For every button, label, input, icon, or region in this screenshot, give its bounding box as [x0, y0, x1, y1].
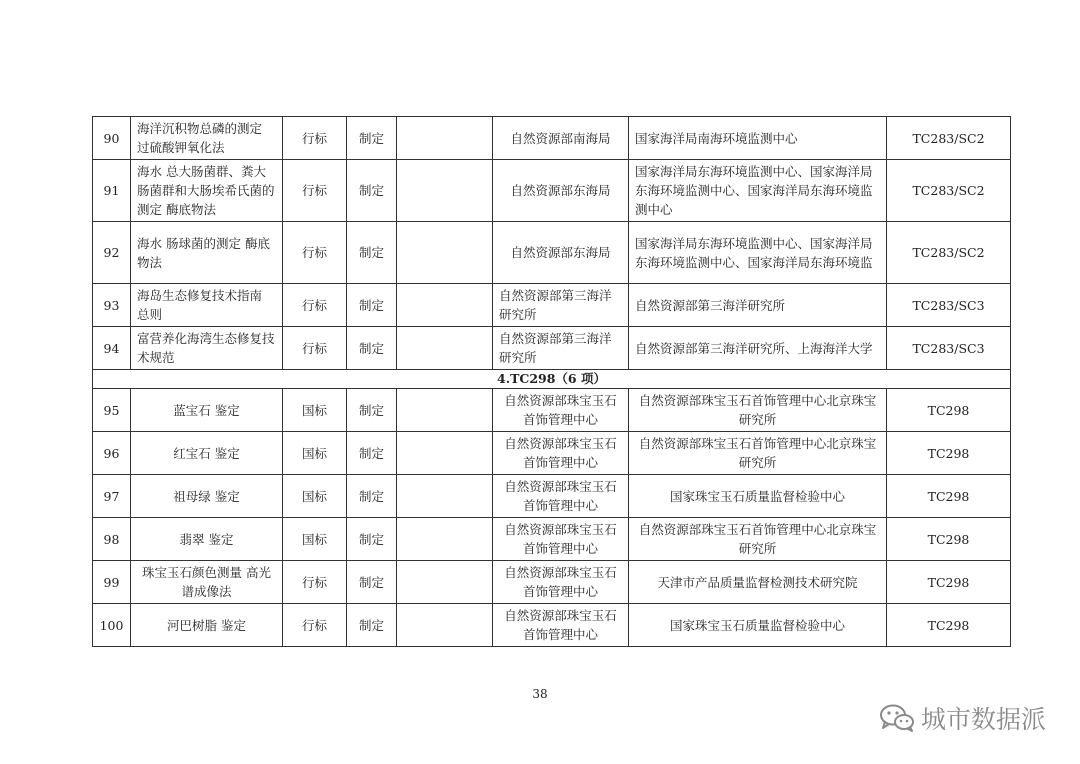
standard-level: 行标 — [283, 222, 347, 284]
revision-type: 制定 — [347, 561, 397, 604]
drafting-unit: 自然资源部第三海洋研究所 — [629, 284, 887, 327]
revision-type: 制定 — [347, 222, 397, 284]
standard-name: 海岛生态修复技术指南 总则 — [131, 284, 283, 327]
row-number: 92 — [93, 222, 131, 284]
standard-name: 珠宝玉石颜色测量 高光谱成像法 — [131, 561, 283, 604]
technical-committee: TC298 — [887, 561, 1011, 604]
standard-name: 河巴树脂 鉴定 — [131, 604, 283, 647]
table-row — [93, 222, 1011, 284]
row-number: 94 — [93, 327, 131, 370]
replaced-standard — [397, 475, 493, 518]
row-number: 93 — [93, 284, 131, 327]
row-number: 90 — [93, 117, 131, 160]
revision-type: 制定 — [347, 389, 397, 432]
standard-level: 国标 — [283, 389, 347, 432]
standard-level: 行标 — [283, 604, 347, 647]
standard-level: 行标 — [283, 327, 347, 370]
standard-name: 翡翠 鉴定 — [131, 518, 283, 561]
revision-type: 制定 — [347, 432, 397, 475]
drafting-unit: 自然资源部珠宝玉石首饰管理中心北京珠宝研究所 — [629, 518, 887, 561]
revision-type: 制定 — [347, 117, 397, 160]
responsible-department: 自然资源部珠宝玉石首饰管理中心 — [493, 518, 629, 561]
replaced-standard — [397, 518, 493, 561]
drafting-unit: 国家海洋局南海环境监测中心 — [629, 117, 887, 160]
standard-name: 红宝石 鉴定 — [131, 432, 283, 475]
table-row — [93, 284, 1011, 327]
replaced-standard — [397, 222, 493, 284]
responsible-department: 自然资源部东海局 — [493, 222, 629, 284]
replaced-standard — [397, 284, 493, 327]
watermark-text: 城市数据派 — [920, 705, 1046, 734]
responsible-department: 自然资源部南海局 — [493, 117, 629, 160]
standard-name: 海洋沉积物总磷的测定 过硫酸钾氧化法 — [131, 117, 283, 160]
row-number: 91 — [93, 160, 131, 222]
watermark — [879, 700, 1046, 736]
row-number: 98 — [93, 518, 131, 561]
replaced-standard — [397, 327, 493, 370]
standard-level: 行标 — [283, 561, 347, 604]
technical-committee: TC298 — [887, 475, 1011, 518]
replaced-standard — [397, 117, 493, 160]
section-header-row — [93, 370, 1011, 389]
table-row — [93, 518, 1011, 561]
row-number: 99 — [93, 561, 131, 604]
responsible-department: 自然资源部第三海洋研究所 — [493, 327, 629, 370]
replaced-standard — [397, 432, 493, 475]
standard-level: 行标 — [283, 284, 347, 327]
replaced-standard — [397, 389, 493, 432]
technical-committee: TC283/SC2 — [887, 117, 1011, 160]
drafting-unit: 自然资源部第三海洋研究所、上海海洋大学 — [629, 327, 887, 370]
responsible-department: 自然资源部第三海洋研究所 — [493, 284, 629, 327]
drafting-unit: 自然资源部珠宝玉石首饰管理中心北京珠宝研究所 — [629, 389, 887, 432]
revision-type: 制定 — [347, 518, 397, 561]
section-title: 4.TC298（6 项） — [93, 370, 1011, 389]
replaced-standard — [397, 561, 493, 604]
row-number: 95 — [93, 389, 131, 432]
table-row — [93, 475, 1011, 518]
table-row — [93, 327, 1011, 370]
standard-level: 国标 — [283, 432, 347, 475]
responsible-department: 自然资源部珠宝玉石首饰管理中心 — [493, 561, 629, 604]
drafting-unit: 自然资源部珠宝玉石首饰管理中心北京珠宝研究所 — [629, 432, 887, 475]
table-row — [93, 604, 1011, 647]
standards-table — [92, 116, 1011, 647]
revision-type: 制定 — [347, 604, 397, 647]
standard-level: 国标 — [283, 518, 347, 561]
technical-committee: TC298 — [887, 389, 1011, 432]
technical-committee: TC283/SC3 — [887, 327, 1011, 370]
replaced-standard — [397, 604, 493, 647]
revision-type: 制定 — [347, 160, 397, 222]
drafting-unit: 国家海洋局东海环境监测中心、国家海洋局东海环境监测中心、国家海洋局东海环境监测中心 — [629, 160, 887, 222]
standard-name: 海水 总大肠菌群、粪大肠菌群和大肠埃希氏菌的测定 酶底物法 — [131, 160, 283, 222]
row-number: 100 — [93, 604, 131, 647]
responsible-department: 自然资源部珠宝玉石首饰管理中心 — [493, 389, 629, 432]
standard-name: 富营养化海湾生态修复技术规范 — [131, 327, 283, 370]
technical-committee: TC298 — [887, 432, 1011, 475]
drafting-unit: 国家珠宝玉石质量监督检验中心 — [629, 475, 887, 518]
revision-type: 制定 — [347, 284, 397, 327]
table-row — [93, 160, 1011, 222]
drafting-unit: 国家珠宝玉石质量监督检验中心 — [629, 604, 887, 647]
responsible-department: 自然资源部珠宝玉石首饰管理中心 — [493, 432, 629, 475]
revision-type: 制定 — [347, 327, 397, 370]
replaced-standard — [397, 160, 493, 222]
standard-level: 国标 — [283, 475, 347, 518]
responsible-department: 自然资源部珠宝玉石首饰管理中心 — [493, 604, 629, 647]
table-row — [93, 432, 1011, 475]
standard-name: 蓝宝石 鉴定 — [131, 389, 283, 432]
page-number: 38 — [532, 687, 548, 701]
standard-name: 祖母绿 鉴定 — [131, 475, 283, 518]
standard-level: 行标 — [283, 160, 347, 222]
table-row — [93, 561, 1011, 604]
technical-committee: TC283/SC3 — [887, 284, 1011, 327]
wechat-icon — [879, 703, 915, 733]
responsible-department: 自然资源部珠宝玉石首饰管理中心 — [493, 475, 629, 518]
standard-name: 海水 肠球菌的测定 酶底物法 — [131, 222, 283, 284]
row-number: 97 — [93, 475, 131, 518]
drafting-unit: 天津市产品质量监督检测技术研究院 — [629, 561, 887, 604]
revision-type: 制定 — [347, 475, 397, 518]
drafting-unit: 国家海洋局东海环境监测中心、国家海洋局东海环境监测中心、国家海洋局东海环境监 — [629, 222, 887, 284]
row-number: 96 — [93, 432, 131, 475]
standard-level: 行标 — [283, 117, 347, 160]
table-row — [93, 389, 1011, 432]
technical-committee: TC298 — [887, 518, 1011, 561]
technical-committee: TC298 — [887, 604, 1011, 647]
technical-committee: TC283/SC2 — [887, 222, 1011, 284]
responsible-department: 自然资源部东海局 — [493, 160, 629, 222]
table-row — [93, 117, 1011, 160]
technical-committee: TC283/SC2 — [887, 160, 1011, 222]
